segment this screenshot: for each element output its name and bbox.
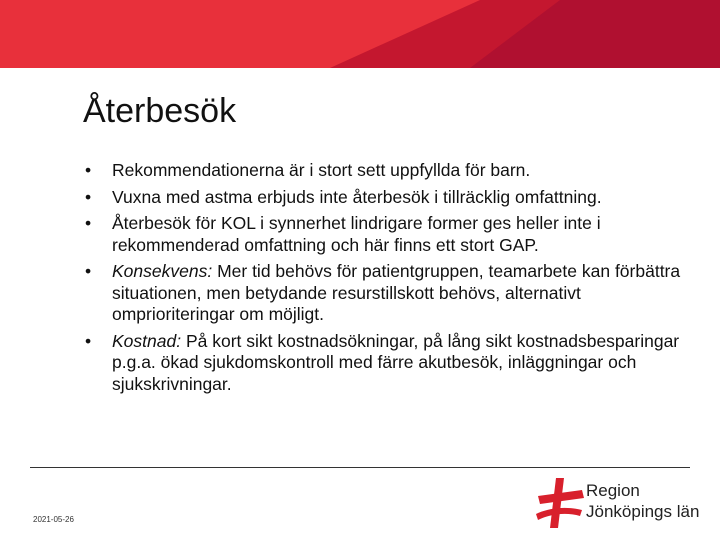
header-band-graphic (0, 0, 720, 68)
bullet-text: Rekommendationerna är i stort sett uppfyllda för barn. (112, 160, 531, 180)
slide-title: Återbesök (83, 92, 237, 130)
region-logo (532, 470, 712, 532)
bullet-dot: • (85, 186, 92, 207)
bullet-item (85, 331, 685, 396)
bullet-lead: Kostnad: (112, 330, 182, 351)
footer-date: 2021-05-26 (33, 515, 74, 524)
header-band (0, 0, 720, 68)
bullet-dot: • (85, 261, 92, 281)
bullet-dot: • (85, 160, 92, 180)
bullet-dot: • (85, 330, 92, 351)
region-cross-logo-icon (532, 474, 586, 530)
bullet-item (85, 213, 685, 256)
logo-line-region: Region (586, 481, 640, 500)
logo-line-county: Jönköpings län (586, 502, 700, 521)
bullet-lead: Konsekvens: (112, 261, 213, 281)
logo-text (586, 480, 699, 522)
bullet-text: Vuxna med astma erbjuds inte återbesök i tillräcklig omfattning. (112, 186, 602, 207)
bullet-text: På kort sikt kostnadsökningar, på lång sikt kostnadsbesparingar p.g.a. ökad sjukdomskontroll med färre akutbesök, inläggningar och sjukskrivningar. (112, 330, 680, 394)
bullet-item (85, 160, 685, 182)
bullet-text: Återbesök för KOL i synnerhet lindrigare former ges heller inte i rekommenderad omfattning och här finns ett stort GAP. (112, 213, 601, 255)
footer-divider (30, 467, 690, 468)
bullet-list (85, 160, 685, 400)
bullet-item (85, 187, 685, 209)
bullet-dot: • (85, 213, 92, 233)
bullet-text: Mer tid behövs för patientgruppen, teamarbete kan förbättra situationen, men betydande resurstillskott behövs, alternativt omprioriteringar om möjligt. (112, 261, 681, 324)
bullet-item (85, 261, 685, 326)
